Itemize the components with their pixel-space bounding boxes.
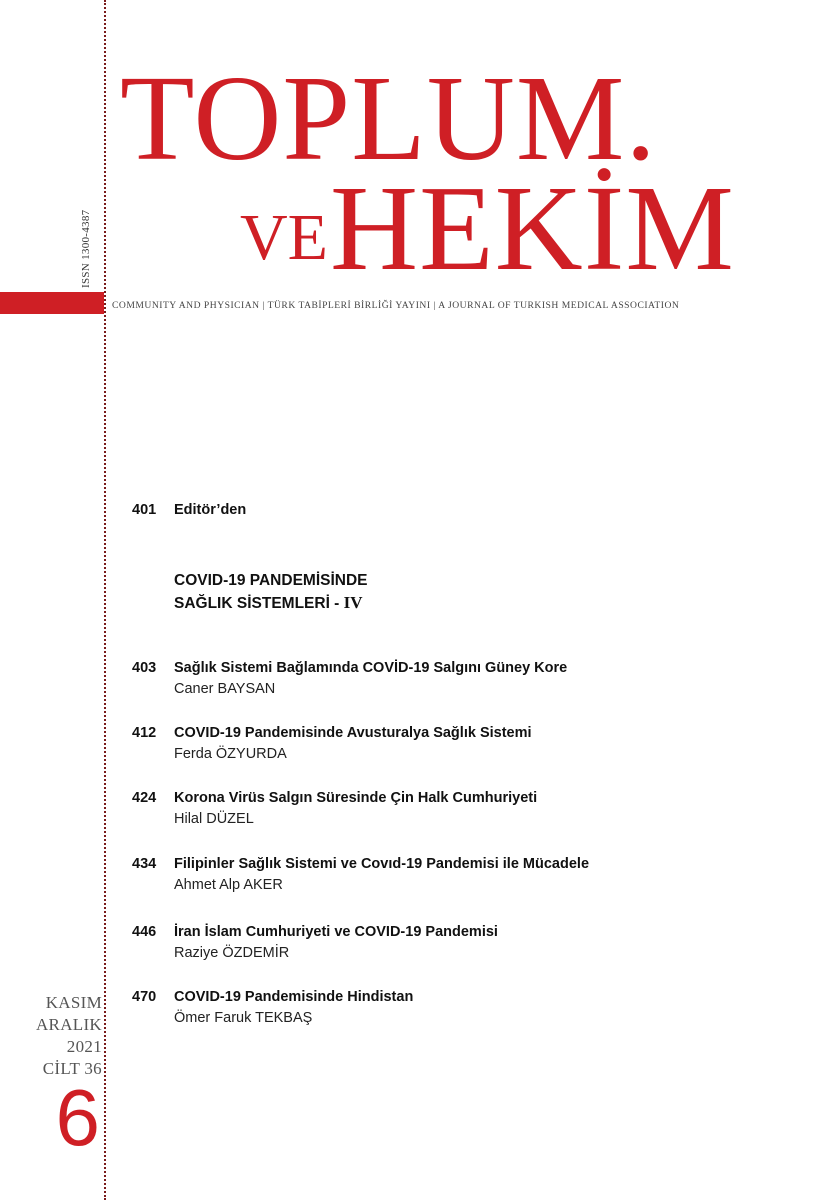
issue-year: 2021 xyxy=(66,1037,102,1056)
toc-page-number: 434 xyxy=(132,856,157,872)
toc-author: Ahmet Alp AKER xyxy=(174,877,283,893)
toc-author: Hilal DÜZEL xyxy=(174,811,254,827)
section-heading-line2: SAĞLIK SİSTEMLERİ - IV xyxy=(174,593,363,612)
toc-title: İran İslam Cumhuriyeti ve COVID-19 Pandemisi xyxy=(174,924,498,940)
toc-title: COVID-19 Pandemisinde Avusturalya Sağlık Sistemi xyxy=(174,725,532,741)
toc-page-number: 412 xyxy=(132,725,157,741)
issue-number: 6 xyxy=(55,1073,100,1162)
section-heading xyxy=(174,570,368,615)
toc-title: Sağlık Sistemi Bağlamında COVİD-19 Salgını Güney Kore xyxy=(174,660,568,676)
toc-title: Korona Virüs Salgın Süresinde Çin Halk Cumhuriyeti xyxy=(174,790,538,806)
section-roman-numeral: IV xyxy=(343,593,363,612)
toc-page-number: 470 xyxy=(132,989,157,1005)
toc-page-number: 424 xyxy=(132,790,157,806)
toc-author: Ömer Faruk TEKBAŞ xyxy=(174,1010,313,1026)
toc-title: Editör’den xyxy=(174,502,247,518)
toc-author: Ferda ÖZYURDA xyxy=(174,746,287,762)
issue-month-2: ARALIK xyxy=(35,1015,102,1034)
issue-month-1: KASIM xyxy=(45,993,102,1012)
toc-page-number: 446 xyxy=(132,924,157,940)
spine-dotted-line xyxy=(104,0,106,1200)
masthead-title-line2: HEKİM xyxy=(330,161,735,296)
red-accent-bar xyxy=(0,292,104,314)
toc-author: Raziye ÖZDEMİR xyxy=(174,945,290,961)
toc-title: Filipinler Sağlık Sistemi ve Covıd-19 Pandemisi ile Mücadele xyxy=(174,856,590,872)
issn-label: ISSN 1300-4387 xyxy=(80,209,92,288)
toc-page-number: 403 xyxy=(132,660,157,676)
section-heading-line1: COVID-19 PANDEMİSİNDE xyxy=(174,572,368,589)
toc-page-number: 401 xyxy=(132,502,157,518)
issue-volume: CİLT 36 xyxy=(42,1059,102,1078)
toc-author: Caner BAYSAN xyxy=(174,681,276,697)
toc-title: COVID-19 Pandemisinde Hindistan xyxy=(174,989,414,1005)
masthead-subtitle: COMMUNITY AND PHYSICIAN | TÜRK TABİPLERİ BİRLİĞİ YAYINI | A JOURNAL OF TURKISH MEDICAL ASSOCIATION xyxy=(112,300,680,311)
masthead-title-ve: VE xyxy=(240,201,328,274)
masthead-title-line1: TOPLUM. xyxy=(120,51,657,186)
